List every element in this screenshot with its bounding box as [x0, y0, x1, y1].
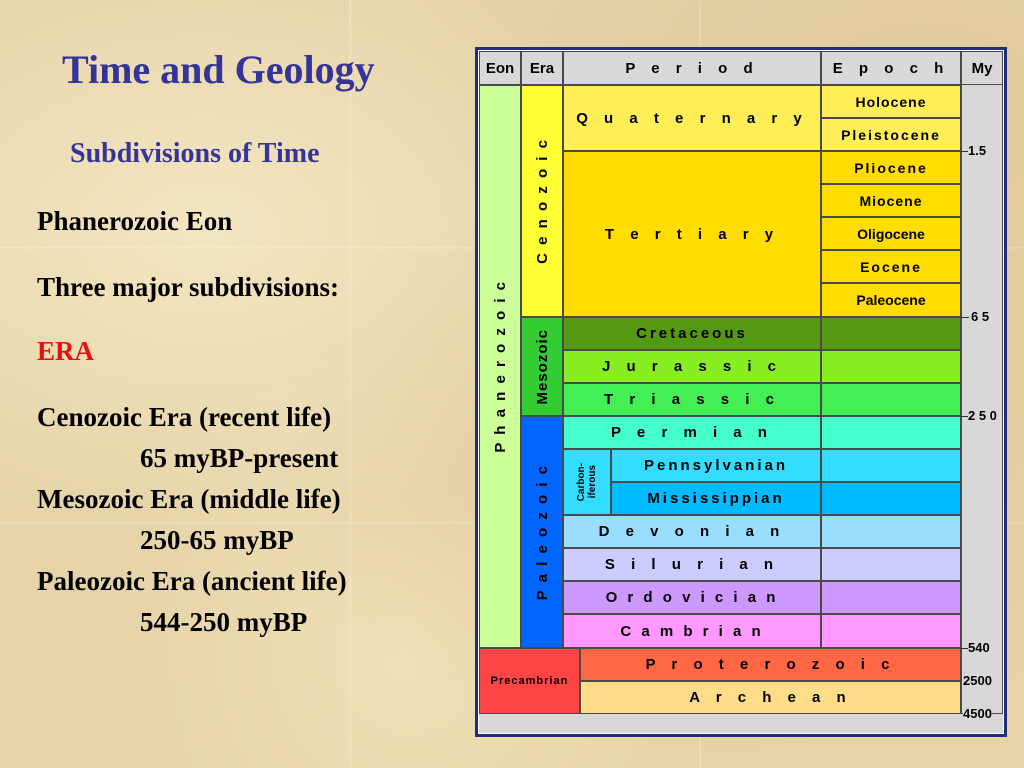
period-carboniferous-label: Carbon- iferous: [576, 462, 598, 502]
text-paleozoic-range: 544-250 myBP: [140, 607, 308, 637]
epoch-blank-silurian: [821, 548, 961, 581]
period-jurassic: J u r a s s i c: [563, 350, 821, 383]
epoch-blank-mississippian: [821, 482, 961, 515]
text-paleozoic-era: Paleozoic Era (ancient life): [37, 566, 347, 596]
era-paleozoic-label: P a l e o z o i c: [533, 463, 551, 601]
text-era-heading: ERA: [37, 336, 95, 366]
era-paleozoic: [521, 416, 563, 648]
period-mississippian: Mississippian: [611, 482, 821, 515]
epoch-pleistocene: Pleistocene: [821, 118, 961, 151]
period-pennsylvanian: Pennsylvanian: [611, 449, 821, 482]
epoch-blank-cambrian: [821, 614, 961, 648]
epoch-blank-cretaceous: [821, 317, 961, 350]
my-label-1: 1.5: [968, 143, 987, 158]
header-my: My: [961, 51, 1003, 85]
text-mesozoic-range: 250-65 myBP: [140, 525, 294, 555]
epoch-blank-permian: [821, 416, 961, 449]
period-proterozoic: P r o t e r o z o i c: [580, 648, 961, 681]
my-tick-2: [961, 317, 969, 318]
era-cenozoic-label: C e n o z o i c: [533, 138, 551, 264]
eon-phanerozoic-label: P h a n e r o z o i c: [491, 280, 509, 453]
text-phanerozoic-eon: Phanerozoic Eon: [37, 206, 233, 236]
slide-title: Time and Geology: [62, 47, 375, 92]
period-triassic: T r i a s s i c: [563, 383, 821, 416]
my-column: [961, 85, 1003, 714]
text-cenozoic-era: Cenozoic Era (recent life): [37, 402, 332, 432]
my-label-6: 4500: [963, 706, 992, 721]
period-archean: A r c h e a n: [580, 681, 961, 714]
epoch-blank-triassic: [821, 383, 961, 416]
my-label-3: 2 5 0: [968, 408, 997, 423]
geologic-time-chart: [475, 47, 1007, 737]
period-cretaceous: Cretaceous: [563, 317, 821, 350]
epoch-blank-devonian: [821, 515, 961, 548]
epoch-eocene: Eocene: [821, 250, 961, 283]
text-mesozoic-era: Mesozoic Era (middle life): [37, 484, 341, 514]
header-eon: Eon: [479, 51, 521, 85]
epoch-paleocene: Paleocene: [821, 283, 961, 317]
period-ordovician: O r d o v i c i a n: [563, 581, 821, 614]
header-period: P e r i o d: [563, 51, 821, 85]
period-tertiary: T e r t i a r y: [563, 151, 821, 317]
era-mesozoic: [521, 317, 563, 416]
chart-grid: [478, 50, 1004, 734]
period-cambrian: C a m b r i a n: [563, 614, 821, 648]
my-label-5: 2500: [963, 673, 992, 688]
period-permian: P e r m i a n: [563, 416, 821, 449]
era-mesozoic-label: Mesozoic: [533, 328, 551, 405]
slide-subtitle: Subdivisions of Time: [70, 138, 320, 169]
period-devonian: D e v o n i a n: [563, 515, 821, 548]
epoch-miocene: Miocene: [821, 184, 961, 217]
epoch-blank-pennsylvanian: [821, 449, 961, 482]
my-label-4: 540: [968, 640, 990, 655]
period-carboniferous: [563, 449, 611, 515]
epoch-pliocene: Pliocene: [821, 151, 961, 184]
epoch-oligocene: Oligocene: [821, 217, 961, 250]
period-silurian: S i l u r i a n: [563, 548, 821, 581]
eon-precambrian: Precambrian: [479, 648, 580, 714]
text-three-subdivisions: Three major subdivisions:: [37, 272, 340, 302]
period-quaternary: Q u a t e r n a r y: [563, 85, 821, 151]
epoch-blank-jurassic: [821, 350, 961, 383]
era-cenozoic: [521, 85, 563, 317]
epoch-holocene: Holocene: [821, 85, 961, 118]
header-epoch: E p o c h: [821, 51, 961, 85]
epoch-blank-ordovician: [821, 581, 961, 614]
eon-phanerozoic: [479, 85, 521, 648]
text-cenozoic-range: 65 myBP-present: [140, 443, 339, 473]
header-era: Era: [521, 51, 563, 85]
my-label-2: 6 5: [971, 309, 990, 324]
